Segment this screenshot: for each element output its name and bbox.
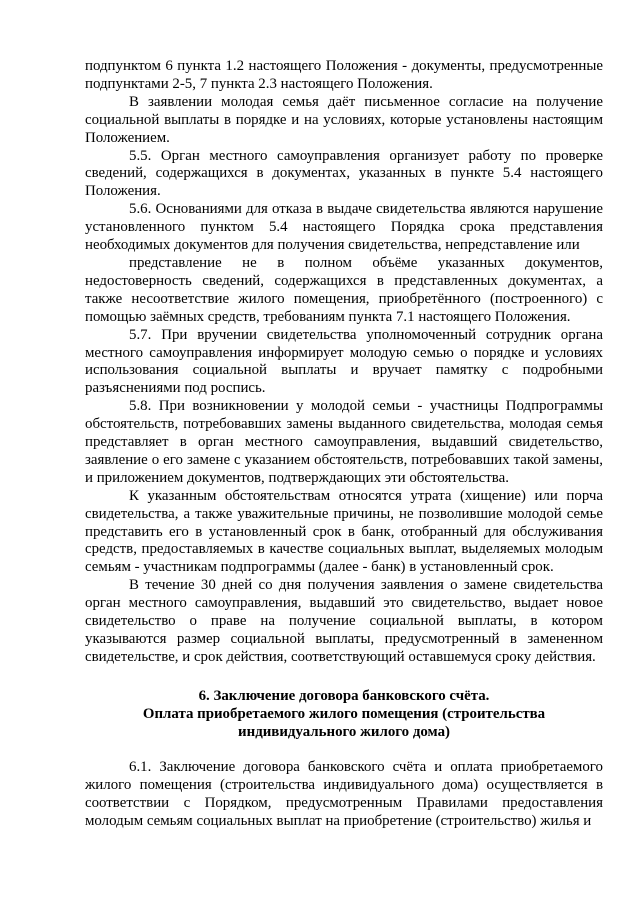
section-heading-line-3: индивидуального жилого дома) bbox=[238, 723, 450, 740]
document-body bbox=[85, 58, 603, 830]
paragraph-circumstances: К указанным обстоятельствам относятся утрата (хищение) или порча свидетельства, а также уважительные причины, не позволившие молодой семье представить его в установленный срок в банк, отобранный для обслуживания средств, предоставляемых в качестве социальных выплат, выделяемых молодым семьям - участникам подпрограммы (далее - банк) в установленный срок. bbox=[85, 487, 603, 576]
section-heading-line-2: Оплата приобретаемого жилого помещения (строительства bbox=[142, 705, 546, 722]
section-heading-line-1: 6. Заключение договора банковского счёта. bbox=[198, 687, 490, 704]
paragraph-replacement: В течение 30 дней со дня получения заявления о замене свидетельства орган местного самоуправления, выдавший это свидетельство, выдает новое свидетельство о праве на получение социальной выплаты, в котором указываются размер социальной выплаты, предусмотренный в замененном свидетельстве, и срок действия, соответствующий оставшемуся сроку действия. bbox=[85, 577, 603, 665]
paragraph-continuation: подпунктом 6 пункта 1.2 настоящего Положения - документы, предусмотренные подпунктами 2-5, 7 пункта 2.3 настоящего Положения. bbox=[85, 58, 603, 92]
section-heading bbox=[85, 687, 603, 741]
paragraph-5-6: 5.6. Основаниями для отказа в выдаче свидетельства являются нарушение установленного пунктом 5.4 настоящего Порядка срока представления необходимых документов для получения свидетельства, непредставление или bbox=[85, 201, 603, 254]
paragraph-6-1: 6.1. Заключение договора банковского счёта и оплата приобретаемого жилого помещения (строительства индивидуального дома) осуществляется в соответствии с Порядком, предусмотренным Правилами предоставления молодым семьям социальных выплат на приобретение (строительство) жилья и bbox=[85, 758, 603, 829]
paragraph-5-7: 5.7. При вручении свидетельства уполномоченный сотрудник органа местного самоуправления информирует молодую семью о порядке и условиях использования социальной выплаты и вручает памятку с подробными разъяснениями под роспись. bbox=[85, 326, 603, 397]
paragraph-5-8: 5.8. При возникновении у молодой семьи - участницы Подпрограммы обстоятельств, потребовавших замены выданного свидетельства, молодая семья представляет в орган местного самоуправления, выдавший свидетельство, заявление о его замене с указанием обстоятельств, потребовавших такой замены, и приложением документов, подтверждающих эти обстоятельства. bbox=[85, 398, 603, 486]
paragraph-consent: В заявлении молодая семья даёт письменное согласие на получение социальной выплаты в порядке и на условиях, которые установлены настоящим Положением. bbox=[85, 93, 603, 146]
paragraph-5-5: 5.5. Орган местного самоуправления организует работу по проверке сведений, содержащихся в документах, указанных в пункте 5.4 настоящего Положения. bbox=[85, 147, 603, 200]
paragraph-5-6-continued: представление не в полном объёме указанных документов, недостоверность сведений, содержащихся в представленных документах, а также несоответствие жилого помещения, приобретённого (построенного) с помощью заёмных средств, требованиям пункта 7.1 настоящего Положения. bbox=[85, 254, 603, 325]
